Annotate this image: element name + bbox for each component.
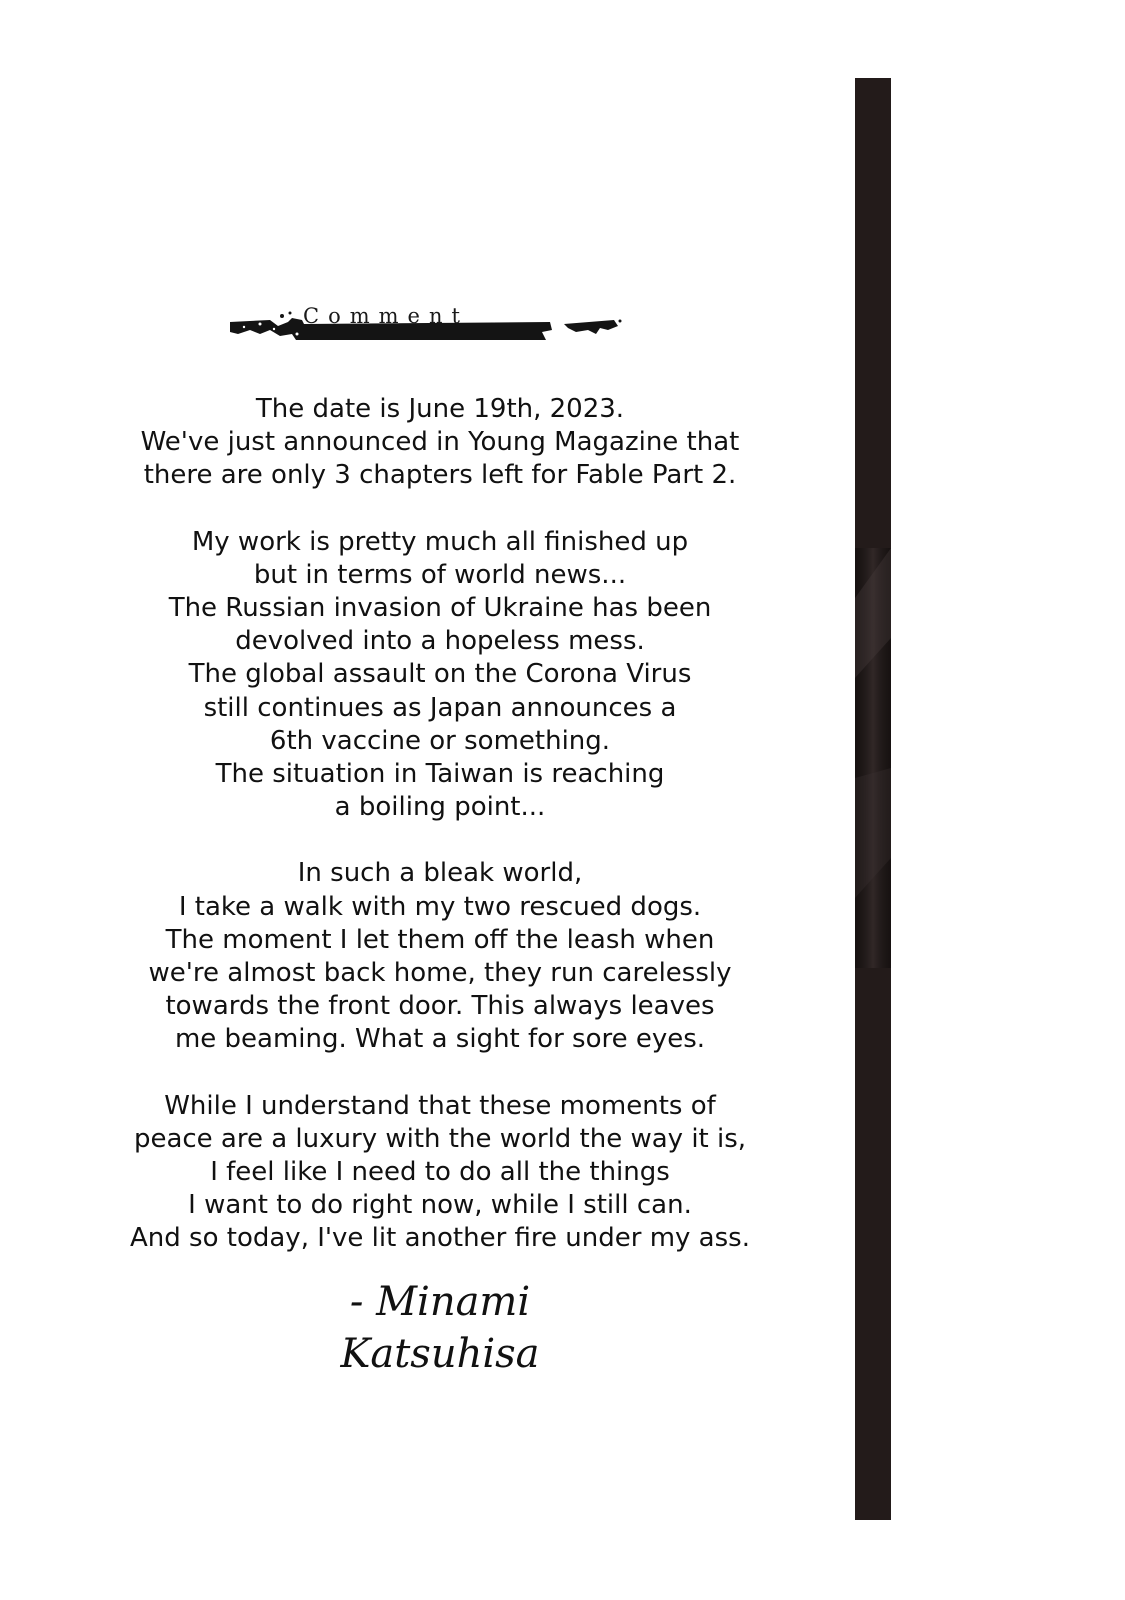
text-line: The Russian invasion of Ukraine has been	[168, 593, 712, 624]
paragraph-1	[80, 393, 800, 493]
text-line: devolved into a hopeless mess.	[235, 626, 645, 657]
text-line: The global assault on the Corona Virus	[188, 659, 692, 690]
text-line: My work is pretty much all finished up	[191, 526, 689, 557]
signature-line-1: - Minami	[349, 1279, 531, 1325]
comment-heading	[230, 300, 630, 348]
text-line: We've just announced in Young Magazine that	[140, 427, 740, 458]
text-line: The date is June 19th, 2023.	[255, 394, 625, 424]
text-line: a boiling point...	[334, 792, 546, 823]
text-line: me beaming. What a sight for sore eyes.	[174, 1024, 706, 1055]
author-signature	[300, 1276, 580, 1380]
text-line: towards the front door. This always leaves	[165, 991, 715, 1022]
text-line: we're almost back home, they run carelessly	[148, 958, 732, 989]
comment-body	[80, 393, 800, 1256]
text-line: And so today, I've lit another fire under my ass.	[130, 1223, 750, 1254]
text-line: I take a walk with my two rescued dogs.	[178, 891, 702, 922]
text-line: I feel like I need to do all the things	[210, 1157, 670, 1188]
text-line: still continues as Japan announces a	[203, 692, 677, 723]
text-line: The moment I let them off the leash when	[165, 924, 715, 955]
text-line: While I understand that these moments of	[164, 1090, 716, 1121]
paragraph-4	[80, 1090, 800, 1256]
text-line: In such a bleak world,	[297, 858, 583, 889]
signature-line-2: Katsuhisa	[340, 1331, 540, 1377]
comment-heading-text: Comment	[303, 304, 469, 328]
text-line: but in terms of world news...	[253, 559, 627, 590]
text-line: The situation in Taiwan is reaching	[215, 759, 665, 790]
text-line: there are only 3 chapters left for Fable Part 2.	[143, 460, 737, 491]
decorative-side-bar	[855, 78, 891, 1520]
text-line: 6th vaccine or something.	[269, 725, 611, 756]
text-line: I want to do right now, while I still can.	[188, 1190, 692, 1221]
text-line: peace are a luxury with the world the way it is,	[133, 1123, 747, 1154]
side-bar-sheen	[855, 78, 891, 1520]
paragraph-3	[80, 857, 800, 1056]
paragraph-2	[80, 526, 800, 825]
